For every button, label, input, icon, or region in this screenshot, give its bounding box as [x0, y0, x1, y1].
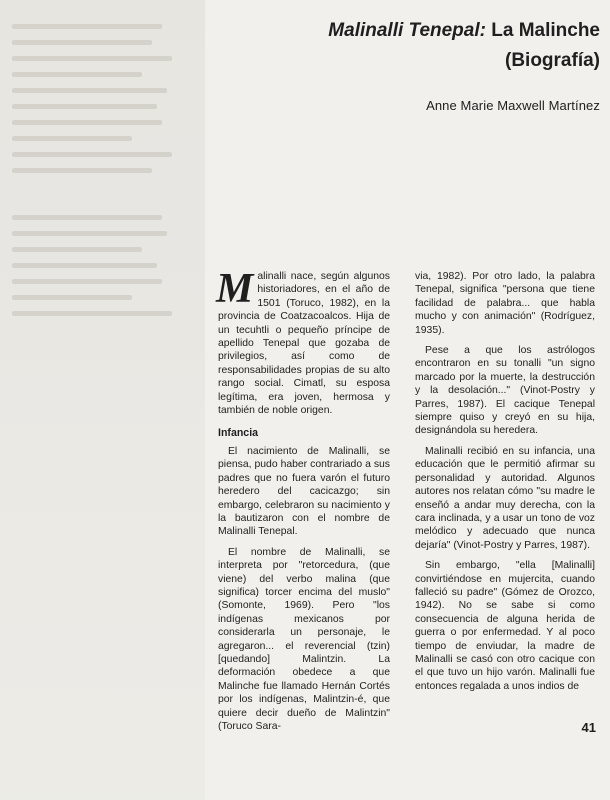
paragraph: via, 1982). Por otro lado, la palabra Tenepal, significa "persona que tiene facilidad de palabra... que habla mucho y con animación" (Rodríguez, 1935).: [415, 271, 595, 336]
page-number: 41: [581, 720, 596, 735]
text-column-left: [216, 266, 390, 740]
paragraph: Pese a que los astrólogos encontraron en su tonalli "un signo marcado por la muerte, la destrucción y la desolación..." (Vinot-Postry y Parres, 1987). El cacique Tenepal siempre quiso y creyó en su hija, designándola su heredera.: [415, 345, 595, 437]
bleed-through-text: [0, 0, 205, 800]
article-header: [180, 18, 600, 114]
paragraph: El nacimiento de Malinalli, se piensa, pudo haber contrariado a sus padres que no fuera varón el futuro heredero del cacicazgo; sin embargo, celebraron su nacimiento y la bautizaron con el nombre de Malinalli Tenepal.: [218, 445, 390, 538]
section-heading: Infancia: [218, 427, 259, 440]
drop-cap: M: [216, 266, 254, 312]
paragraph: El nombre de Malinalli, se interpreta por "retorcedura, (que viene) del verbo malina (que significa) torcer encima del muslo" (Somonte, 1969). Pero "los indígenas mexicanos por considerarla un personaje, le agregaron... el reverencial (tzin) [quedando] Malintzin. La deformación obedece a que Malinche fue llamado Hernán Cortés por los indígenas, Malintzin-é, que quiere decir dueño de Malintzin" (Toruco Sara-: [218, 546, 390, 732]
paragraph: Sin embargo, "ella [Malinalli] convirtiéndose en mujercita, cuando falleció su padre" (Gómez de Orozco, 1942). No se sabe si como consecuencia de alguna herida de guerra o por enfermedad. Y al poco tiempo de enviudar, la madre de Malinalli se casó con otro cacique con el que tuvo un hijo varón. Malinalli fue entonces regalada a unos indios de: [415, 560, 595, 692]
article-author: Anne Marie Maxwell Martínez: [426, 98, 600, 113]
article-title: [180, 18, 600, 44]
paragraph: Malinalli recibió en su infancia, una educación que le permitió afirmar su personalidad y autoridad. Algunos autores nos relatan cómo "su madre le enseñó a andar muy derecha, con la cara inclinada, y a usar un tono de voz melódico y adecuado que nunca dejaría" (Vinot-Postry y Parres, 1987).: [415, 445, 595, 551]
article-subtitle: (Biografía): [505, 50, 600, 71]
paragraph: Malinalli nace, según algunos historiadores, en el año de 1501 (Toruco, 1982), en la provincia de Coatzacoalcos. Hija de un tecuhtli o pequeño príncipe de apellido Tenepal que gozaba de privilegios, así como de responsabilidades propias de su alto rango social. Cimatl, su esposa legítima, era joven, hermosa y también de noble origen.: [216, 266, 390, 417]
title-plain: La Malinche: [485, 20, 600, 41]
text-column-right: [415, 270, 595, 700]
title-italic: Malinalli Tenepal:: [328, 20, 486, 41]
